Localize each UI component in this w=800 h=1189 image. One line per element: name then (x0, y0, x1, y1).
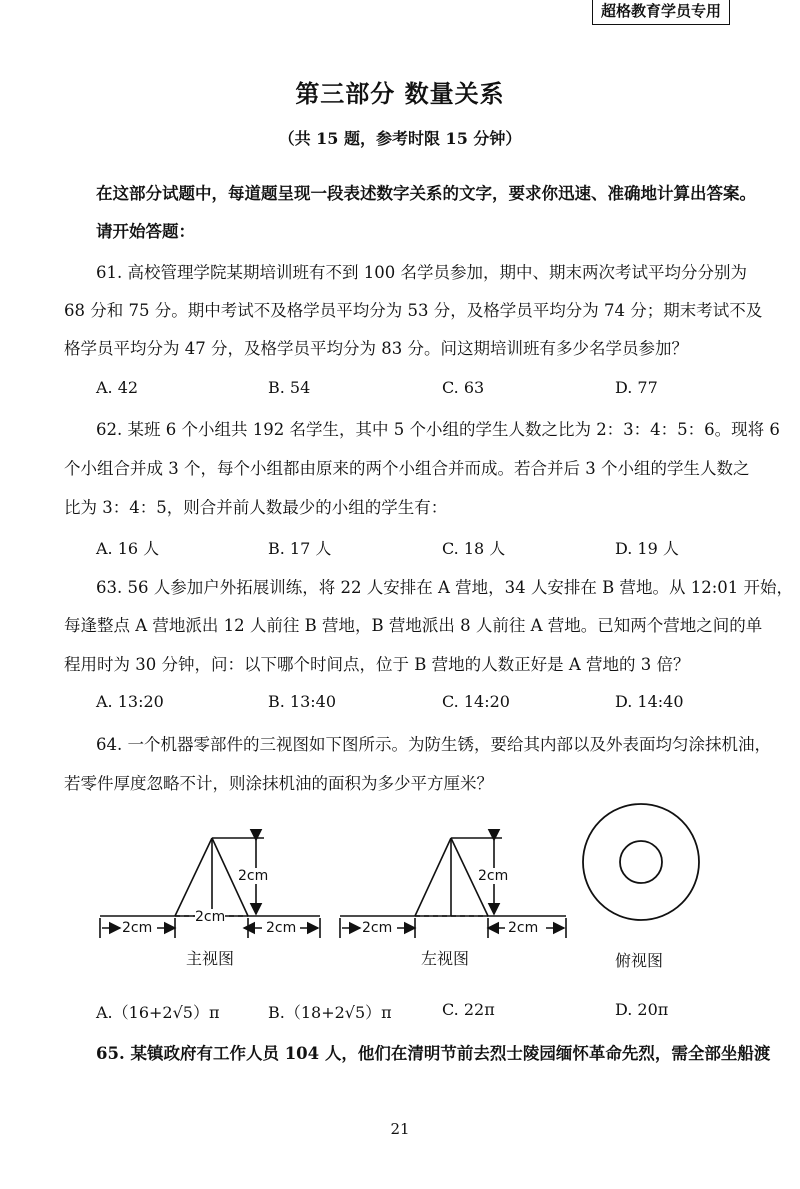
q63-line-1: 63. 56 人参加户外拓展训练，将 22 人安排在 A 营地，34 人安排在 B 营地。从 12:01 开始， (96, 578, 794, 597)
q62-option-c: C. 18 人 (442, 539, 506, 558)
front-mid-width-label: 2cm (195, 909, 226, 925)
q62-line-2: 个小组合并成 3 个，每个小组都由原来的两个小组合并而成。若合并后 3 个小组的学生人数之 (64, 459, 750, 478)
q61-line-2: 68 分和 75 分。期中考试不及格学员平均分为 53 分，及格学员平均分为 74 分；期末考试不及 (64, 301, 763, 320)
page-number: 21 (390, 1120, 410, 1138)
q62-option-d: D. 19 人 (615, 539, 679, 558)
q63-option-c: C. 14:20 (442, 692, 510, 711)
q63-option-d: D. 14:40 (615, 692, 684, 711)
q62-option-a: A. 16 人 (96, 539, 160, 558)
left-left-width-label: 2cm (362, 920, 393, 936)
q63-line-3: 程用时为 30 分钟，问：以下哪个时间点，位于 B 营地的人数正好是 A 营地的 3 倍？ (64, 655, 690, 674)
q65-line-1: 65. 某镇政府有工作人员 104 人，他们在清明节前去烈士陵园缅怀革命先烈，需全部坐船渡 (96, 1044, 771, 1063)
caption-front-view: 主视图 (186, 949, 235, 968)
q61-line-3: 格学员平均分为 47 分，及格学员平均分为 83 分。问这期培训班有多少名学员参加？ (64, 339, 688, 358)
front-right-width-label: 2cm (266, 920, 297, 936)
q64-option-b: B.（18+2√5）π (268, 1003, 392, 1022)
watermark-stamp: 超格教育学员专用 (592, 0, 730, 25)
q64-line-1: 64. 一个机器零部件的三视图如下图所示。为防生锈，要给其内部以及外表面均匀涂抹机油， (96, 735, 771, 754)
q64-line-2: 若零件厚度忽略不计，则涂抹机油的面积为多少平方厘米？ (64, 774, 493, 793)
front-left-width-label: 2cm (122, 920, 153, 936)
q63-option-b: B. 13:40 (268, 692, 337, 711)
q62-line-3: 比为 3：4：5，则合并前人数最少的小组的学生有： (64, 498, 448, 517)
caption-left-view: 左视图 (421, 949, 470, 968)
top-view (583, 804, 699, 920)
q61-option-a: A. 42 (96, 378, 139, 397)
section-subtitle: （共 15 题，参考时限 15 分钟） (278, 129, 522, 148)
intro-text: 在这部分试题中，每道题呈现一段表述数字关系的文字，要求你迅速、准确地计算出答案。 (96, 184, 756, 203)
q63-option-a: A. 13:20 (96, 692, 164, 711)
q62-option-b: B. 17 人 (268, 539, 332, 558)
q62-line-1: 62. 某班 6 个小组共 192 名学生，其中 5 个小组的学生人数之比为 2：3：4：5：6。现将 6 (96, 420, 780, 439)
q61-line-1: 61. 高校管理学院某期培训班有不到 100 名学员参加，期中、期末两次考试平均分分别为 (96, 263, 747, 282)
q64-option-d: D. 20π (615, 1000, 669, 1019)
q61-option-d: D. 77 (615, 378, 658, 397)
front-height-label: 2cm (238, 868, 269, 884)
left-height-label: 2cm (478, 868, 509, 884)
start-prompt: 请开始答题： (96, 222, 195, 241)
q61-option-b: B. 54 (268, 378, 311, 397)
section-title: 第三部分 数量关系 (295, 80, 505, 108)
left-right-width-label: 2cm (508, 920, 539, 936)
q64-option-a: A.（16+2√5）π (96, 1003, 220, 1022)
q63-line-2: 每逢整点 A 营地派出 12 人前往 B 营地，B 营地派出 8 人前往 A 营地。已知两个营地之间的单 (64, 616, 763, 635)
q64-option-c: C. 22π (442, 1000, 495, 1019)
q61-option-c: C. 63 (442, 378, 485, 397)
caption-top-view: 俯视图 (615, 951, 664, 970)
